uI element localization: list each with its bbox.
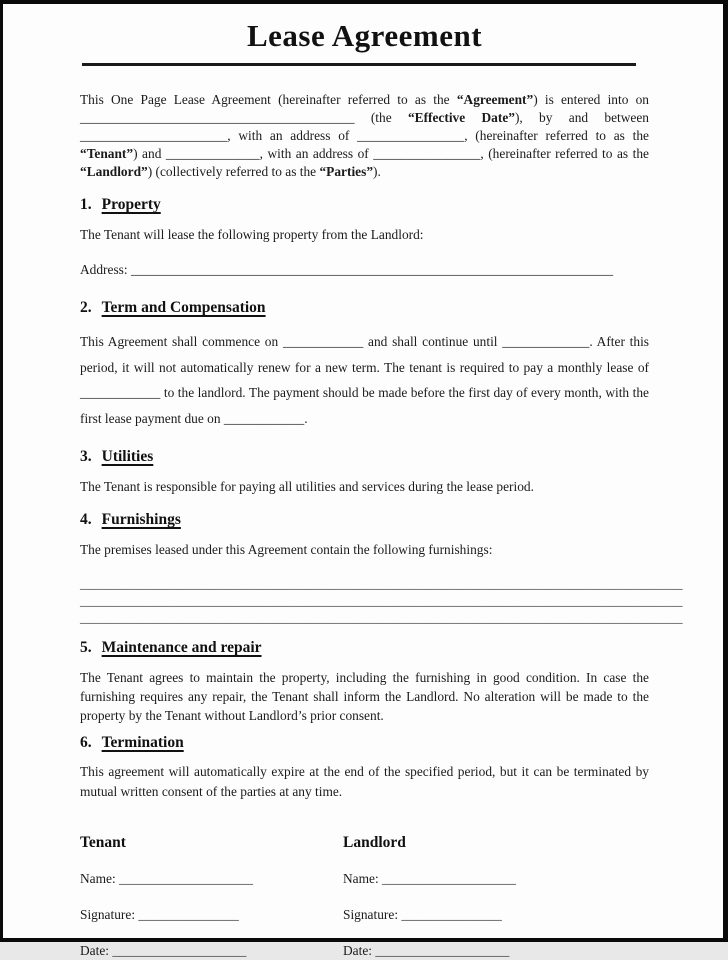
bold-term-landlord: “Landlord”	[80, 164, 148, 179]
tenant-date-row	[80, 942, 343, 960]
text-segment: , (hereinafter referred to as the	[464, 128, 649, 143]
blank-landlord-name: ______________	[165, 146, 260, 161]
term-paragraph	[80, 329, 649, 431]
landlord-signature-column	[343, 834, 649, 960]
blank-tenant-address: ________________	[357, 128, 465, 143]
tenant-column-heading: Tenant	[80, 834, 126, 851]
section-heading-furnishings	[80, 511, 649, 529]
section-number: 5.	[80, 639, 92, 656]
text-segment: This One Page Lease Agreement (hereinafter referred to as the	[80, 92, 457, 107]
bold-term-parties: “Parties”	[319, 164, 374, 179]
text-segment: to the landlord. The payment should be made before the first day of every month, with the first lease payment due on	[80, 385, 649, 426]
section-heading-utilities	[80, 448, 649, 466]
blank-landlord-signature: _______________	[401, 907, 502, 922]
section-title: Term and Compensation	[101, 299, 266, 316]
section-title: Termination	[101, 734, 184, 751]
property-body: The Tenant will lease the following property from the Landlord:	[80, 227, 424, 242]
intro-paragraph	[80, 91, 649, 181]
blank-furnishings-line: __________________________________________________________________________________________	[80, 610, 683, 625]
furnishings-body: The premises leased under this Agreement contain the following furnishings:	[80, 542, 493, 557]
blank-commence-date: ____________	[282, 334, 364, 349]
bold-term-agreement: “Agreement”	[456, 92, 534, 107]
blank-furnishings-line: __________________________________________________________________________________________	[80, 576, 683, 591]
name-label: Name:	[343, 871, 383, 886]
blank-tenant-sign-name: ____________________	[119, 871, 253, 886]
utilities-body: The Tenant is responsible for paying all utilities and services during the lease period.	[80, 479, 534, 494]
section-title: Furnishings	[101, 511, 181, 528]
text-segment: , (hereinafter	[480, 146, 556, 161]
section-number: 6.	[80, 734, 92, 751]
section-heading-term	[80, 299, 649, 317]
blank-end-date: _____________	[502, 334, 590, 349]
text-segment: This Agreement shall commence on	[80, 334, 283, 349]
text-segment: and shall continue until	[363, 334, 503, 349]
blank-effective-date: _________________________________________	[80, 110, 355, 125]
text-segment: ) (collectively referred to as the	[147, 164, 320, 179]
text-segment: . After this period, it will not automatically renew for a new term. The tenant is required to pay a monthly lease of	[80, 334, 649, 375]
landlord-column-heading: Landlord	[343, 834, 406, 851]
landlord-signature-row	[343, 906, 649, 924]
tenant-signature-row	[80, 906, 343, 924]
section-heading-maintenance	[80, 639, 649, 657]
text-segment: , with an address of	[259, 146, 374, 161]
section-number: 2.	[80, 299, 92, 316]
text-segment: ) and	[133, 146, 166, 161]
termination-body: This agreement will automatically expire at the end of the specified period, but it can be terminated by mutual written consent of the parties at any time.	[80, 764, 649, 799]
text-segment: referred to as the	[555, 146, 649, 161]
address-row	[80, 261, 649, 279]
signature-label: Signature:	[80, 907, 139, 922]
landlord-date-row	[343, 942, 649, 960]
bold-term-tenant: “Tenant”	[80, 146, 134, 161]
bold-term-effective-date: “Effective Date”	[407, 110, 515, 125]
landlord-name-row	[343, 870, 649, 888]
section-title: Property	[101, 196, 161, 213]
document-title: Lease Agreement	[246, 18, 483, 53]
section-heading-termination	[80, 734, 649, 752]
blank-landlord-sign-name: ____________________	[382, 871, 516, 886]
signature-block	[80, 834, 649, 960]
tenant-name-row	[80, 870, 343, 888]
text-segment: ).	[373, 164, 381, 179]
section-number: 4.	[80, 511, 92, 528]
section-number: 1.	[80, 196, 92, 213]
blank-landlord-date: ____________________	[375, 943, 510, 958]
furnishings-write-in-area	[80, 575, 683, 626]
blank-first-payment-date: ____________	[223, 410, 305, 426]
text-segment: (the	[354, 110, 408, 125]
text-segment: , with an address of	[227, 128, 358, 143]
text-segment: ), by and between	[514, 110, 649, 125]
blank-tenant-signature: _______________	[138, 907, 239, 922]
date-label: Date:	[343, 943, 376, 958]
tenant-signature-column	[80, 834, 343, 960]
section-heading-property	[80, 196, 649, 214]
text-segment: .	[304, 410, 308, 426]
document-content	[3, 18, 723, 960]
address-label: Address:	[80, 262, 131, 277]
date-label: Date:	[80, 943, 113, 958]
blank-tenant-date: ____________________	[112, 943, 247, 958]
name-label: Name:	[80, 871, 120, 886]
maintenance-body: The Tenant agrees to maintain the property, including the furnishing in good condition. In case the furnishing requires any repair, the Tenant shall inform the Landlord. No alteration will be made to the property by the Tenant without Landlord’s prior consent.	[80, 670, 649, 723]
blank-property-address: ________________________________________________________________________	[130, 262, 614, 277]
blank-tenant-name: ______________________	[80, 128, 228, 143]
blank-lease-amount: ____________	[80, 385, 161, 400]
section-title: Utilities	[101, 448, 154, 465]
section-number: 3.	[80, 448, 92, 465]
text-segment: ) is entered into on	[533, 92, 649, 107]
blank-landlord-address: ________________	[373, 146, 481, 161]
section-title: Maintenance and repair	[101, 639, 262, 656]
title-divider-rule	[82, 63, 636, 66]
blank-furnishings-line: __________________________________________________________________________________________	[80, 593, 683, 608]
signature-label: Signature:	[343, 907, 402, 922]
